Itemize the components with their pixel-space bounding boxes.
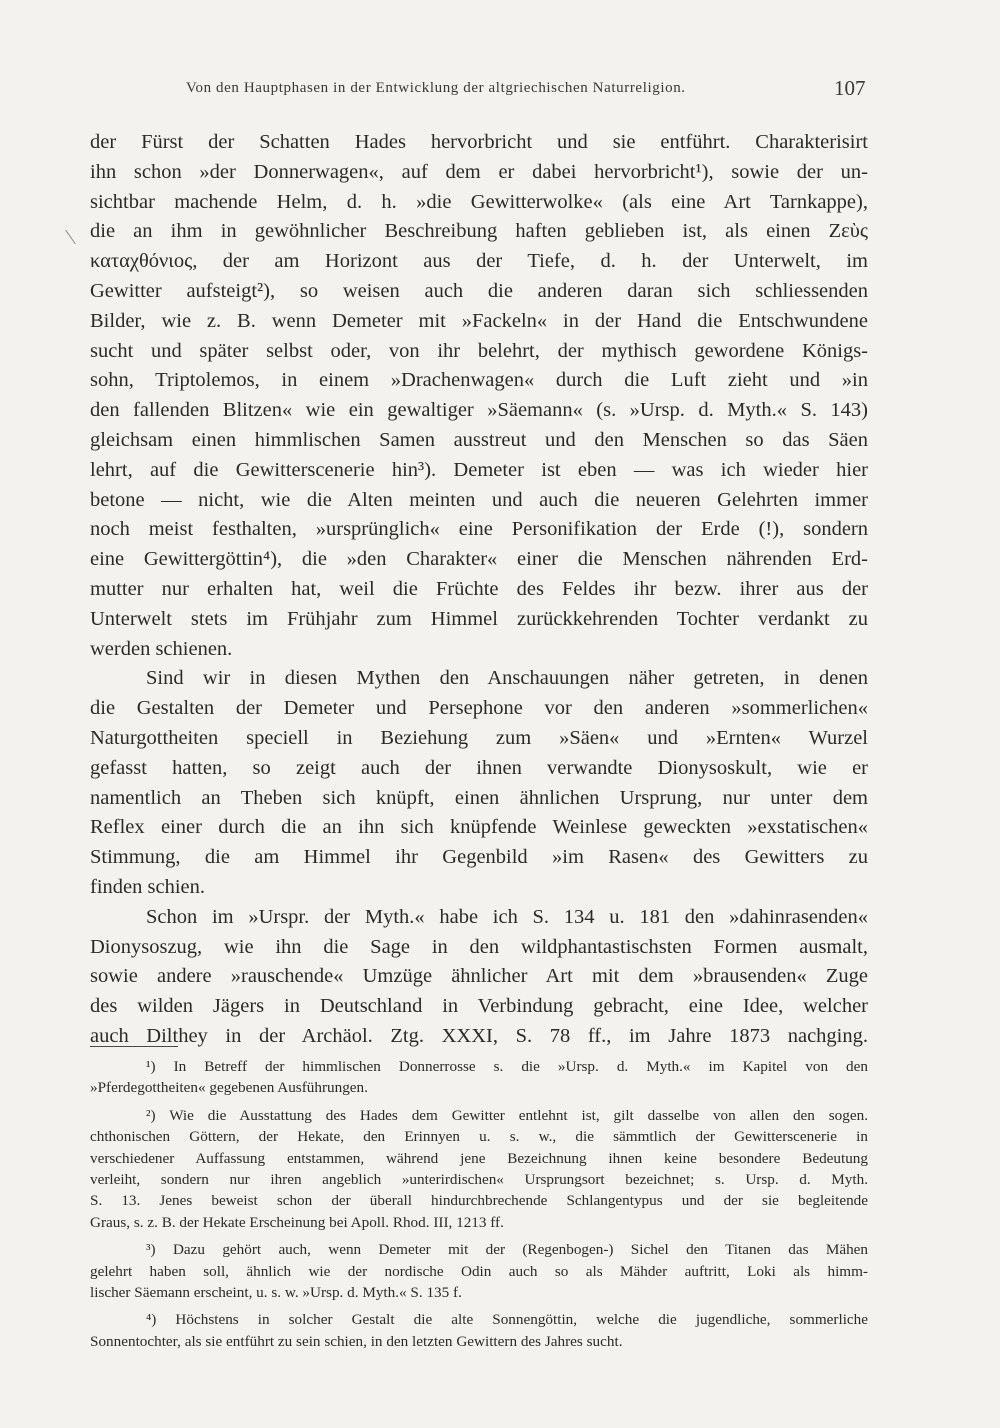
text-line: sichtbar machende Helm, d. h. »die Gewitterwolke« (als eine Art Tarnkappe), [90, 190, 868, 213]
text-line: gleichsam einen himmlischen Samen ausstreut und den Menschen so das Säen [90, 428, 868, 451]
text-line: καταχθόνιος, der am Horizont aus der Tiefe, d. h. der Unterwelt, im [90, 250, 868, 273]
footnote-line: ²) Wie die Ausstattung des Hades dem Gewitter entlehnt ist, gilt dasselbe von allen den sogen. [146, 1106, 868, 1124]
footnote-line: Graus, s. z. B. der Hekate Erscheinung bei Apoll. Rhod. III, 1213 ff. [90, 1213, 504, 1231]
running-head: Von den Hauptphasen in der Entwicklung der altgriechischen Naturreligion. [186, 80, 686, 96]
text-line: sucht und später selbst oder, von ihr belehrt, der mythisch gewordene Königs- [90, 339, 868, 362]
footnote-line: ³) Dazu gehört auch, wenn Demeter mit der (Regenbogen-) Sichel den Titanen das Mähen [146, 1241, 868, 1259]
footnote-2 [90, 1105, 868, 1233]
text-line: die an ihm in gewöhnlicher Beschreibung haften geblieben ist, als einen Ζεὺς [90, 220, 868, 243]
footnote-3 [90, 1239, 868, 1303]
main-text [90, 128, 868, 1052]
text-line: gefasst hatten, so zeigt auch der ihnen verwandte Dionysoskult, wie er [90, 756, 868, 779]
text-line: sowie andere »rauschende« Umzüge ähnlicher Art mit dem »brausenden« Zuge [90, 965, 868, 988]
text-line: Stimmung, die am Himmel ihr Gegenbild »im Rasen« des Gewitters zu [90, 846, 868, 869]
text-line: lehrt, auf die Gewitterscenerie hin³). Demeter ist eben — was ich wieder hier [90, 458, 868, 481]
footnote-1 [90, 1056, 868, 1099]
text-line: Sind wir in diesen Mythen den Anschauungen näher getreten, in denen [146, 667, 868, 690]
text-line: Bilder, wie z. B. wenn Demeter mit »Fackeln« in der Hand die Entschwundene [90, 309, 868, 332]
text-line: der Fürst der Schatten Hades hervorbricht und sie entführt. Charakterisirt [90, 131, 868, 153]
footnote-line: Sonnentochter, als sie entführt zu sein schien, in den letzten Gewittern des Jahres sucht. [90, 1332, 623, 1350]
text-line: namentlich an Theben sich knüpft, einen ähnlichen Ursprung, nur unter dem [90, 786, 868, 809]
footnote-rule [90, 1046, 178, 1047]
footnotes [90, 1056, 868, 1358]
text-line: Reflex einer durch die an ihn sich knüpfende Weinlese geweckten »exstatischen« [90, 816, 868, 839]
footnote-line: S. 13. Jenes beweist schon der überall hindurchbrechende Schlangentypus und der sie begleitende [90, 1192, 868, 1210]
text-line: noch meist festhalten, »ursprünglich« eine Personifikation der Erde (!), sondern [90, 518, 868, 541]
text-line: Gewitter aufsteigt²), so weisen auch die anderen daran sich schliessenden [90, 279, 868, 302]
footnote-line: gelehrt haben soll, ähnlich wie der nordische Odin auch so als Mähder auftritt, Loki als himm- [90, 1262, 868, 1280]
text-line: eine Gewittergöttin⁴), die »den Charakter« einer die Menschen nährenden Erd- [90, 548, 868, 571]
text-line: die Gestalten der Demeter und Persephone vor den anderen »sommerlichen« [90, 697, 868, 720]
footnote-4 [90, 1309, 868, 1352]
text-line: auch Dilthey in der Archäol. Ztg. XXXI, S. 78 ff., im Jahre 1873 nachging. [90, 1024, 868, 1047]
text-line: betone — nicht, wie die Alten meinten und auch die neueren Gelehrten immer [90, 488, 868, 511]
footnote-line: lischer Säemann erscheint, u. s. w. »Ursp. d. Myth.« S. 135 f. [90, 1283, 462, 1301]
text-line: sohn, Triptolemos, in einem »Drachenwagen« durch die Luft zieht und »in [90, 369, 868, 392]
text-line: des wilden Jägers in Deutschland in Verbindung gebracht, eine Idee, welcher [90, 995, 868, 1018]
text-line: finden schien. [90, 875, 205, 898]
text-line: den fallenden Blitzen« wie ein gewaltiger »Säemann« (s. »Ursp. d. Myth.« S. 143) [90, 399, 868, 422]
footnote-line: »Pferdegottheiten« gegebenen Ausführungen. [90, 1079, 368, 1097]
text-line: mutter nur erhalten hat, weil die Früchte des Feldes ihr bezw. ihrer aus der [90, 577, 868, 600]
text-line: Schon im »Urspr. der Myth.« habe ich S. 134 u. 181 den »dahinrasenden« [146, 905, 868, 928]
margin-pencil-mark [65, 230, 86, 244]
footnote-line: verleiht, sondern nur ihren angeblich »unterirdischen« Ursprungsort bezeichnet; s. Ursp. d. Myth. [90, 1170, 868, 1188]
text-line: Dionysoszug, wie ihn die Sage in den wildphantastischsten Formen ausmalt, [90, 935, 868, 958]
footnote-line: chthonischen Göttern, der Hekate, den Erinnyen u. s. w., die sämmtlich der Gewitterscenerie in [90, 1128, 868, 1146]
page-number: 107 [834, 76, 866, 100]
text-line: werden schienen. [90, 637, 233, 660]
text-line: Naturgottheiten speciell in Beziehung zum »Säen« und »Ernten« Wurzel [90, 726, 868, 749]
text-line: Unterwelt stets im Frühjahr zum Himmel zurückkehrenden Tochter verdankt zu [90, 607, 868, 630]
footnote-line: verschiedener Auffassung entstammen, während jene Bezeichnung ihnen keine besondere Bedeutung [90, 1149, 868, 1167]
footnote-line: ⁴) Höchstens in solcher Gestalt die alte Sonnengöttin, welche die jugendliche, sommerliche [146, 1311, 868, 1329]
footnote-line: ¹) In Betreff der himmlischen Donnerrosse s. die »Ursp. d. Myth.« im Kapitel von den [146, 1058, 868, 1075]
page-header [0, 76, 1000, 104]
text-line: ihn schon »der Donnerwagen«, auf dem er dabei hervorbricht¹), sowie der un- [90, 160, 868, 183]
